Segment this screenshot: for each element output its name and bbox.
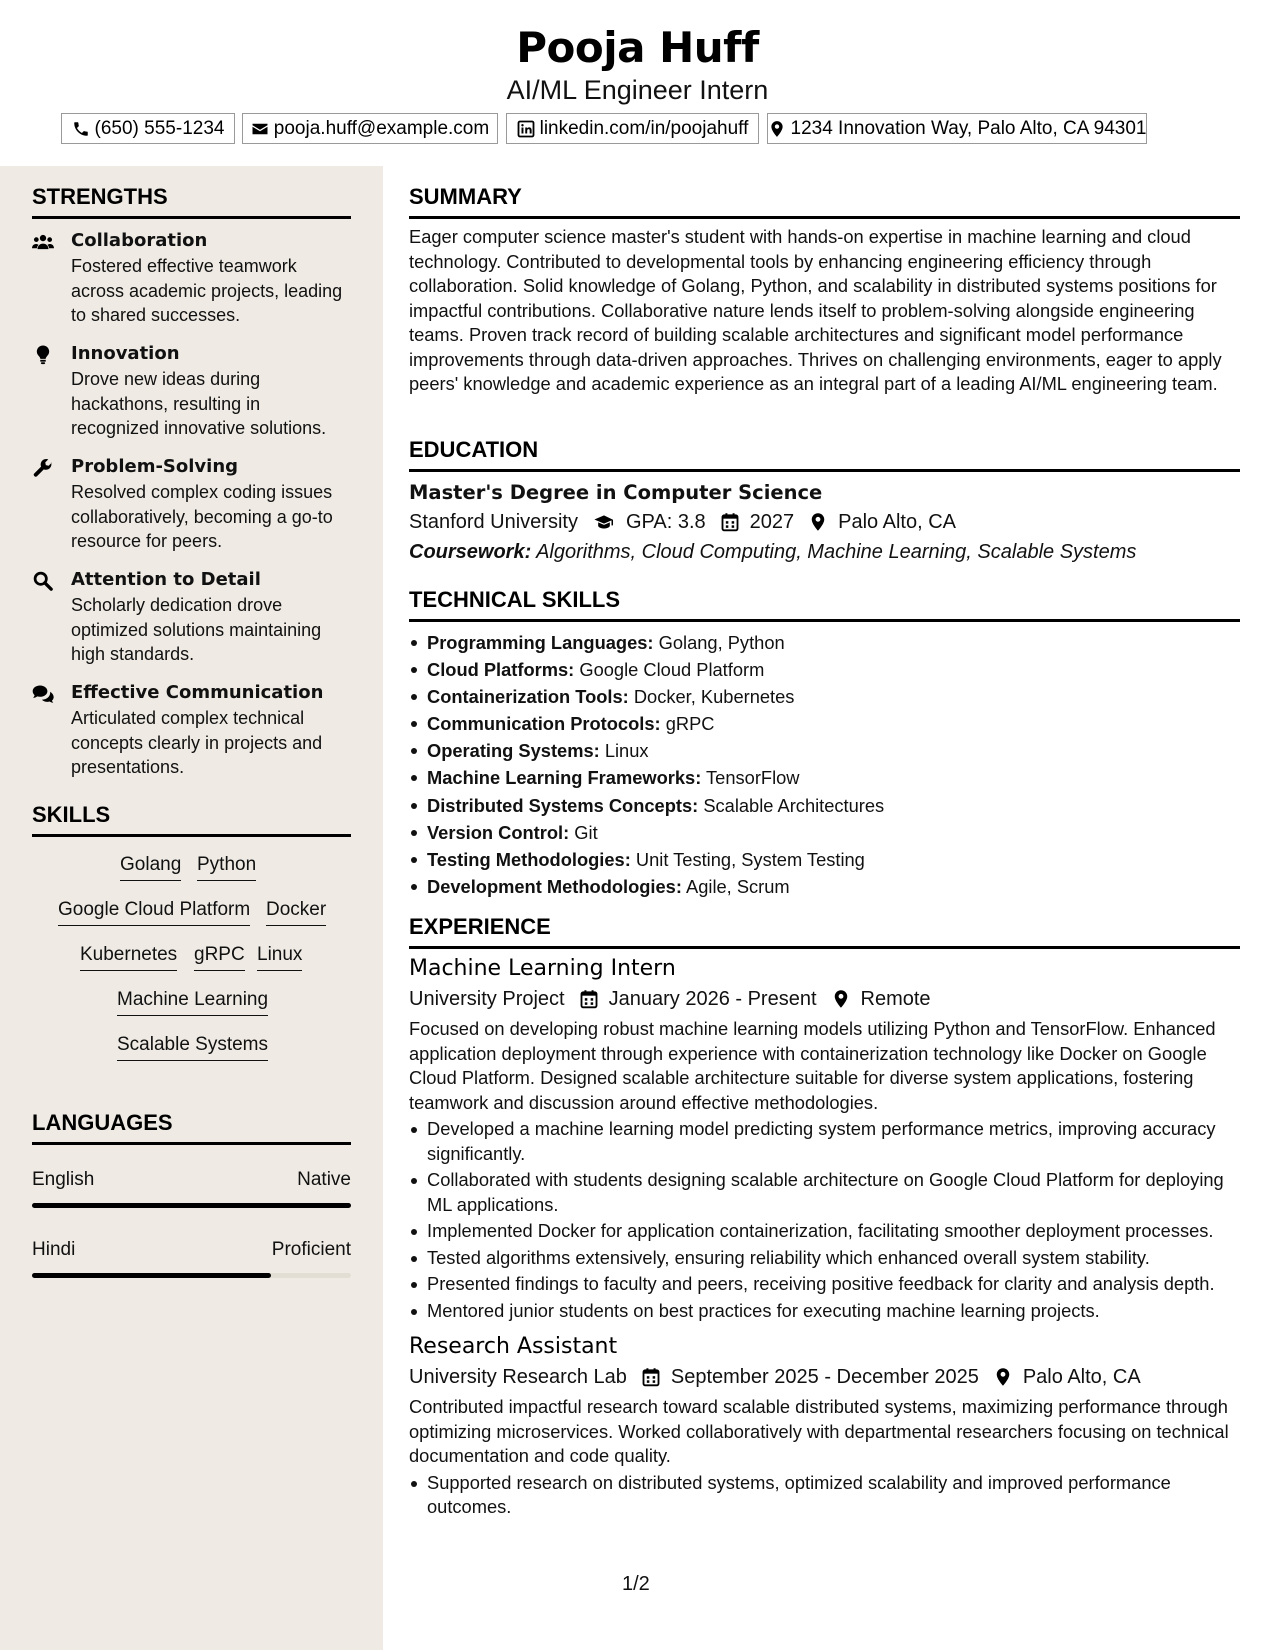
contact-phone [61,113,235,144]
contact-bar [0,113,1275,144]
skill-chip: Google Cloud Platform [58,898,250,926]
skill-label: Machine Learning Frameworks: [427,767,702,789]
strengths-title: STRENGTHS [32,184,351,219]
language-bar [32,1203,351,1208]
skill-value: Git [574,821,598,843]
education-coursework [409,538,1240,566]
map-marker-icon [768,120,786,138]
education-gpa: GPA: 3.8 [625,511,706,533]
job-bullet: Developed a machine learning model predicting system performance metrics, improving accuracy significantly. [409,1117,1240,1166]
job-bullets [409,1471,1240,1520]
search-icon [32,571,58,591]
education-title: EDUCATION [409,437,1240,472]
skill-chip: Kubernetes [80,943,177,971]
job-bullet: Presented findings to faculty and peers, receiving positive feedback for clarity and analysis depth. [409,1272,1240,1297]
contact-email-text[interactable]: pooja.huff@example.com [273,117,490,139]
graduation-cap-icon [592,512,616,532]
strength-title: Innovation [71,343,180,364]
technical-skill-item [409,764,1240,791]
language-name: English [32,1169,95,1190]
summary-title: SUMMARY [409,184,1240,219]
skills-section [32,802,351,1055]
job-meta [409,985,1240,1013]
technical-skill-item [409,656,1240,683]
language-level: Native [297,1169,351,1190]
experience-entry [409,955,1240,1323]
skill-label: Communication Protocols: [427,713,661,735]
experience-title: EXPERIENCE [409,914,1240,949]
experience-entry [409,1333,1240,1520]
skill-chip: Machine Learning [117,988,268,1016]
job-bullet: Mentored junior students on best practices for executing machine learning projects. [409,1299,1240,1324]
job-summary: Contributed impactful research toward scalable distributed systems, maximizing performance through optimizing microservices. Worked collaboratively with departmental researchers focusing on technical documentation and code quality. [409,1396,1229,1466]
job-bullet: Implemented Docker for application containerization, facilitating smoother deployment processes. [409,1219,1240,1244]
education-meta [409,508,1240,536]
technical-skill-item [409,846,1240,873]
skill-chip: Scalable Systems [117,1033,268,1061]
skill-value: Docker, Kubernetes [633,686,795,708]
strength-description: Fostered effective teamwork across academic projects, leading to shared successes. [71,256,343,325]
envelope-icon [251,120,269,138]
language-level: Proficient [271,1239,351,1260]
strength-description: Scholarly dedication drove optimized solutions maintaining high standards. [71,595,322,664]
contact-email[interactable] [242,113,498,144]
education-section [409,437,1240,566]
strengths-section [32,184,351,777]
job-organization: University Research Lab [409,1366,627,1388]
strength-title: Effective Communication [71,682,324,703]
job-dates: September 2025 - December 2025 [670,1366,979,1388]
job-bullets [409,1117,1240,1323]
education-year: 2027 [749,511,795,533]
experience-section [409,914,1240,1520]
job-bullet: Supported research on distributed systems, optimized scalability and improved performance outcomes. [409,1471,1240,1520]
skills-title: SKILLS [32,802,351,837]
strength-description: Drove new ideas during hackathons, resulting in recognized innovative solutions. [71,369,327,438]
strength-description: Resolved complex coding issues collaboratively, becoming a go-to resource for peers. [71,482,333,551]
calendar-icon [641,1367,661,1387]
technical-skill-item [409,873,1240,900]
skill-chip: Linux [257,943,302,971]
job-title: Research Assistant [409,1334,618,1359]
technical-skill-item [409,629,1240,656]
skill-value: Golang, Python [658,632,785,653]
skill-label: Programming Languages: [427,632,654,653]
skill-value: Scalable Architectures [703,794,885,816]
language-bar-fill [32,1203,351,1208]
coursework-label: Coursework: [409,541,532,563]
job-organization: University Project [409,988,565,1010]
linkedin-icon [517,120,535,138]
skill-value: Linux [604,740,649,762]
calendar-icon [579,989,599,1009]
resume-header [0,0,1275,166]
skill-label: Operating Systems: [427,740,600,762]
skill-label: Cloud Platforms: [427,659,575,681]
skill-label: Version Control: [427,821,570,843]
technical-skill-item [409,683,1240,710]
job-bullet: Collaborated with students designing scalable architecture on Google Cloud Platform for deploying ML applications. [409,1168,1240,1217]
page-number: 1/2 [622,1573,650,1595]
technical-skills-list [409,629,1240,900]
technical-skill-item [409,737,1240,764]
education-location: Palo Alto, CA [838,511,956,533]
summary-section [409,184,1240,397]
education-school: Stanford University [409,511,578,533]
contact-address-text: 1234 Innovation Way, Palo Alto, CA 94301 [790,117,1147,139]
skill-chip: Python [197,853,256,881]
comments-icon [32,684,58,704]
contact-linkedin-text[interactable]: linkedin.com/in/poojahuff [539,117,749,139]
job-dates: January 2026 - Present [608,988,817,1010]
job-location: Palo Alto, CA [1022,1366,1141,1388]
strength-description: Articulated complex technical concepts clearly in projects and presentations. [71,708,323,777]
calendar-icon [720,512,740,532]
languages-title: LANGUAGES [32,1110,351,1145]
technical-skills-section [409,587,1240,900]
sidebar [0,166,383,1650]
skill-label: Testing Methodologies: [427,848,631,870]
users-icon [32,232,58,252]
candidate-name: Pooja Huff [516,23,759,72]
map-marker-icon [808,512,828,532]
strength-title: Collaboration [71,230,208,251]
contact-phone-text: (650) 555-1234 [94,117,225,139]
job-location: Remote [860,988,931,1010]
skill-label: Development Methodologies: [427,875,682,897]
coursework-list: Algorithms, Cloud Computing, Machine Learning, Scalable Systems [536,541,1137,563]
technical-skill-item [409,792,1240,819]
language-bar-fill [32,1273,271,1278]
skill-value: Agile, Scrum [686,875,790,897]
skill-label: Containerization Tools: [427,686,629,708]
contact-linkedin[interactable] [506,113,759,144]
technical-skill-item [409,710,1240,737]
skill-chip: gRPC [194,943,245,971]
technical-skill-item [409,819,1240,846]
languages-section [32,1110,351,1260]
skill-chip: Golang [120,853,181,881]
map-marker-icon [831,989,851,1009]
skill-value: Unit Testing, System Testing [635,848,865,870]
skill-value: gRPC [665,713,715,735]
wrench-icon [32,458,58,478]
candidate-role: AI/ML Engineer Intern [506,75,769,105]
skill-value: Google Cloud Platform [579,659,765,681]
skill-chip: Docker [266,898,326,926]
skill-value: TensorFlow [706,767,800,789]
job-title: Machine Learning Intern [409,956,676,981]
language-name: Hindi [32,1239,76,1260]
language-bar [32,1273,351,1278]
strength-title: Attention to Detail [71,569,261,590]
education-degree: Master's Degree in Computer Science [409,481,823,504]
job-meta [409,1363,1240,1391]
map-marker-icon [993,1367,1013,1387]
summary-text: Eager computer science master's student with hands-on expertise in machine learning and cloud technology. Contributed to developmental tools by enhancing engineering efficiency through collaboration. Solid knowledge of Golang, Python, and scalability in distributed systems positions for impactful contributions. Collaborative nature lends itself to problem-solving alongside engineering teams. Proven track record of building scalable architectures and significant model performance improvements through data-driven approaches. Thrives on challenging environments, eager to apply peers' knowledge and academic experience as an integral part of a leading AI/ML engineering team. [409,226,1222,394]
job-summary: Focused on developing robust machine learning models utilizing Python and TensorFlow. Enhanced application deployment through experience with containerization technology like Docker on Google Cloud Platform. Designed scalable architecture suitable for diverse system applications, fostering teamwork and discussion around effective methodologies. [409,1018,1216,1113]
phone-icon [72,120,90,138]
skill-label: Distributed Systems Concepts: [427,794,699,816]
strength-title: Problem-Solving [71,456,239,477]
technical-skills-title: TECHNICAL SKILLS [409,587,1240,622]
contact-address [767,113,1147,144]
lightbulb-icon [32,345,58,365]
job-bullet: Tested algorithms extensively, ensuring reliability which enhanced overall system stability. [409,1246,1240,1271]
